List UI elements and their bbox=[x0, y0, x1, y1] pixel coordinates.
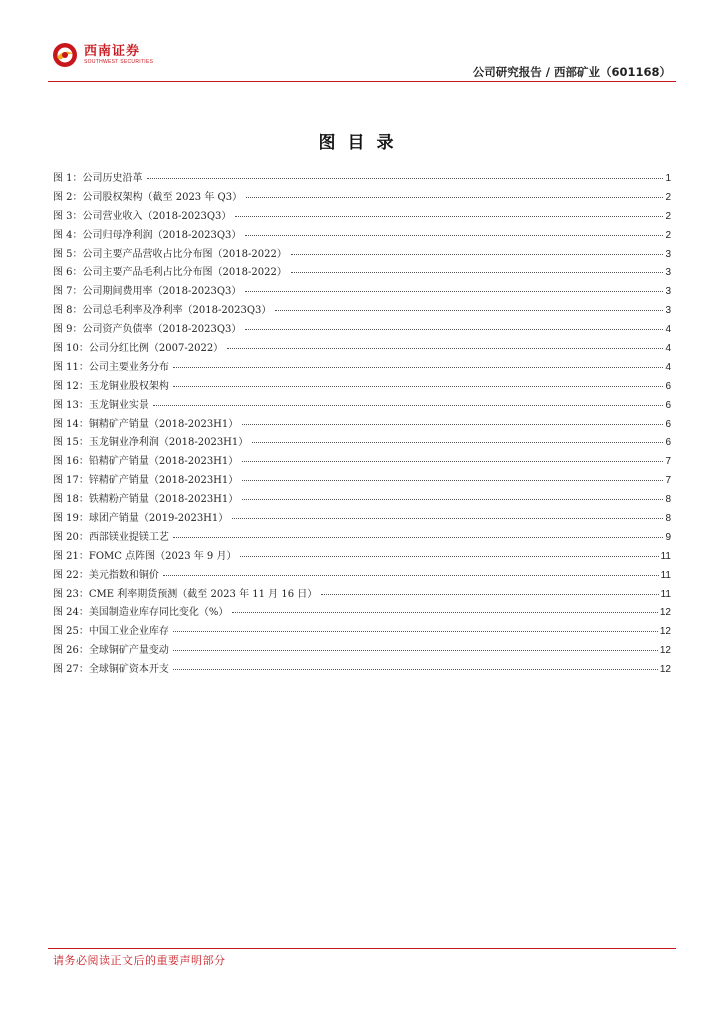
figure-title: 图 5：公司主要产品营收占比分布图（2018-2022） bbox=[53, 248, 287, 260]
figure-page-number: 11 bbox=[660, 569, 671, 581]
figure-list-item[interactable] bbox=[53, 585, 671, 604]
figure-list-item[interactable] bbox=[53, 490, 671, 509]
figure-list bbox=[53, 169, 671, 679]
figure-title: 图 6：公司主要产品毛利占比分布图（2018-2022） bbox=[53, 267, 287, 279]
dot-leader bbox=[291, 272, 664, 273]
dot-leader bbox=[153, 405, 664, 406]
dot-leader bbox=[232, 518, 663, 519]
figure-page-number: 7 bbox=[665, 456, 671, 468]
southwest-securities-logo-icon bbox=[52, 42, 78, 68]
figure-title: 图 2：公司股权架构（截至 2023 年 Q3） bbox=[53, 191, 243, 203]
dot-leader bbox=[245, 235, 663, 236]
figure-title: 图 26：全球铜矿产量变动 bbox=[53, 645, 169, 657]
figure-page-number: 12 bbox=[659, 607, 671, 619]
page-title: 图目录 bbox=[318, 133, 406, 153]
figure-page-number: 8 bbox=[665, 494, 671, 506]
dot-leader bbox=[163, 575, 659, 576]
figure-title: 图 8：公司总毛利率及净利率（2018-2023Q3） bbox=[53, 305, 272, 317]
figure-page-number: 6 bbox=[665, 380, 671, 392]
dot-leader bbox=[321, 594, 658, 595]
figure-list-item[interactable] bbox=[53, 358, 671, 377]
figure-title: 图 27：全球铜矿资本开支 bbox=[53, 664, 169, 676]
figure-page-number: 3 bbox=[665, 248, 671, 260]
figure-list-item[interactable] bbox=[53, 433, 671, 452]
figure-title: 图 4：公司归母净利润（2018-2023Q3） bbox=[53, 229, 242, 241]
figure-page-number: 12 bbox=[659, 645, 671, 657]
header-divider bbox=[48, 81, 676, 82]
figure-title: 图 19：球团产销量（2019-2023H1） bbox=[53, 513, 229, 525]
figure-list-item[interactable] bbox=[53, 415, 671, 434]
company-logo bbox=[52, 42, 153, 68]
page-header bbox=[0, 0, 724, 90]
figure-list-item[interactable] bbox=[53, 622, 671, 641]
figure-page-number: 2 bbox=[665, 229, 671, 241]
figure-list-item[interactable] bbox=[53, 528, 671, 547]
figure-title: 图 9：公司资产负债率（2018-2023Q3） bbox=[53, 324, 242, 336]
dot-leader bbox=[227, 348, 663, 349]
dot-leader bbox=[147, 178, 664, 179]
figure-title: 图 10：公司分红比例（2007-2022） bbox=[53, 343, 224, 355]
dot-leader bbox=[173, 386, 664, 387]
figure-title: 图 14：铜精矿产销量（2018-2023H1） bbox=[53, 418, 239, 430]
figure-list-item[interactable] bbox=[53, 641, 671, 660]
figure-page-number: 2 bbox=[665, 191, 671, 203]
dot-leader bbox=[242, 480, 663, 481]
footer-disclaimer: 请务必阅读正文后的重要声明部分 bbox=[53, 954, 226, 967]
dot-leader bbox=[246, 197, 663, 198]
dot-leader bbox=[245, 291, 663, 292]
figure-list-item[interactable] bbox=[53, 263, 671, 282]
figure-title: 图 16：铅精矿产销量（2018-2023H1） bbox=[53, 456, 239, 468]
figure-title: 图 7：公司期间费用率（2018-2023Q3） bbox=[53, 286, 242, 298]
dot-leader bbox=[173, 367, 664, 368]
figure-list-item[interactable] bbox=[53, 566, 671, 585]
figure-page-number: 4 bbox=[665, 361, 671, 373]
dot-leader bbox=[245, 329, 663, 330]
figure-page-number: 3 bbox=[665, 305, 671, 317]
figure-page-number: 12 bbox=[659, 664, 671, 676]
figure-page-number: 1 bbox=[665, 173, 671, 184]
figure-page-number: 3 bbox=[665, 286, 671, 298]
dot-leader bbox=[240, 556, 658, 557]
figure-page-number: 3 bbox=[665, 267, 671, 279]
figure-list-item[interactable] bbox=[53, 547, 671, 566]
figure-title: 图 20：西部镁业提镁工艺 bbox=[53, 531, 169, 543]
figure-title: 图 18：铁精粉产销量（2018-2023H1） bbox=[53, 494, 239, 506]
figure-title: 图 21：FOMC 点阵图（2023 年 9 月） bbox=[53, 550, 237, 562]
dot-leader bbox=[235, 216, 663, 217]
figure-page-number: 9 bbox=[665, 531, 671, 543]
figure-list-item[interactable] bbox=[53, 396, 671, 415]
dot-leader bbox=[242, 461, 663, 462]
figure-list-item[interactable] bbox=[53, 660, 671, 679]
footer-divider bbox=[48, 948, 676, 949]
figure-list-item[interactable] bbox=[53, 603, 671, 622]
dot-leader bbox=[252, 442, 663, 443]
figure-page-number: 6 bbox=[665, 418, 671, 430]
figure-list-item[interactable] bbox=[53, 245, 671, 264]
figure-list-item[interactable] bbox=[53, 339, 671, 358]
dot-leader bbox=[242, 499, 663, 500]
figure-title: 图 15：玉龙铜业净利润（2018-2023H1） bbox=[53, 437, 249, 449]
figure-page-number: 7 bbox=[665, 475, 671, 487]
dot-leader bbox=[173, 650, 658, 651]
figure-title: 图 11：公司主要业务分布 bbox=[53, 361, 169, 373]
figure-list-item[interactable] bbox=[53, 509, 671, 528]
figure-list-item[interactable] bbox=[53, 188, 671, 207]
figure-page-number: 4 bbox=[665, 343, 671, 355]
figure-title: 图 22：美元指数和铜价 bbox=[53, 569, 159, 581]
figure-page-number: 8 bbox=[665, 513, 671, 525]
figure-title: 图 1：公司历史沿革 bbox=[53, 173, 143, 184]
dot-leader bbox=[242, 424, 663, 425]
dot-leader bbox=[275, 310, 663, 311]
figure-title: 图 24：美国制造业库存同比变化（%） bbox=[53, 607, 229, 619]
figure-list-item[interactable] bbox=[53, 226, 671, 245]
figure-title: 图 25：中国工业企业库存 bbox=[53, 626, 169, 638]
logo-chinese-name: 西南证券 bbox=[84, 44, 141, 59]
figure-page-number: 2 bbox=[665, 210, 671, 222]
figure-list-item[interactable] bbox=[53, 282, 671, 301]
figure-list-item[interactable] bbox=[53, 377, 671, 396]
dot-leader bbox=[173, 537, 664, 538]
figure-title: 图 17：锌精矿产销量（2018-2023H1） bbox=[53, 475, 239, 487]
figure-title: 图 23：CME 利率期货预测（截至 2023 年 11 月 16 日） bbox=[53, 588, 318, 600]
figure-title: 图 3：公司营业收入（2018-2023Q3） bbox=[53, 210, 232, 222]
figure-page-number: 6 bbox=[665, 437, 671, 449]
figure-list-item[interactable] bbox=[53, 452, 671, 471]
figure-page-number: 6 bbox=[665, 399, 671, 411]
dot-leader bbox=[291, 254, 664, 255]
logo-english-name: SOUTHWEST SECURITIES bbox=[84, 59, 154, 65]
figure-list-item[interactable] bbox=[53, 471, 671, 490]
figure-list-item[interactable] bbox=[53, 207, 671, 226]
figure-title: 图 12：玉龙铜业股权架构 bbox=[53, 380, 169, 392]
figure-list-item[interactable] bbox=[53, 169, 671, 188]
dot-leader bbox=[173, 669, 658, 670]
dot-leader bbox=[173, 631, 658, 632]
figure-page-number: 12 bbox=[659, 626, 671, 638]
dot-leader bbox=[232, 612, 657, 613]
figure-page-number: 4 bbox=[665, 324, 671, 336]
figure-page-number: 11 bbox=[660, 588, 671, 600]
figure-page-number: 11 bbox=[660, 550, 671, 562]
figure-list-item[interactable] bbox=[53, 320, 671, 339]
figure-title: 图 13：玉龙铜业实景 bbox=[53, 399, 149, 411]
report-identifier: 公司研究报告 / 西部矿业（601168） bbox=[472, 65, 671, 79]
figure-list-item[interactable] bbox=[53, 301, 671, 320]
